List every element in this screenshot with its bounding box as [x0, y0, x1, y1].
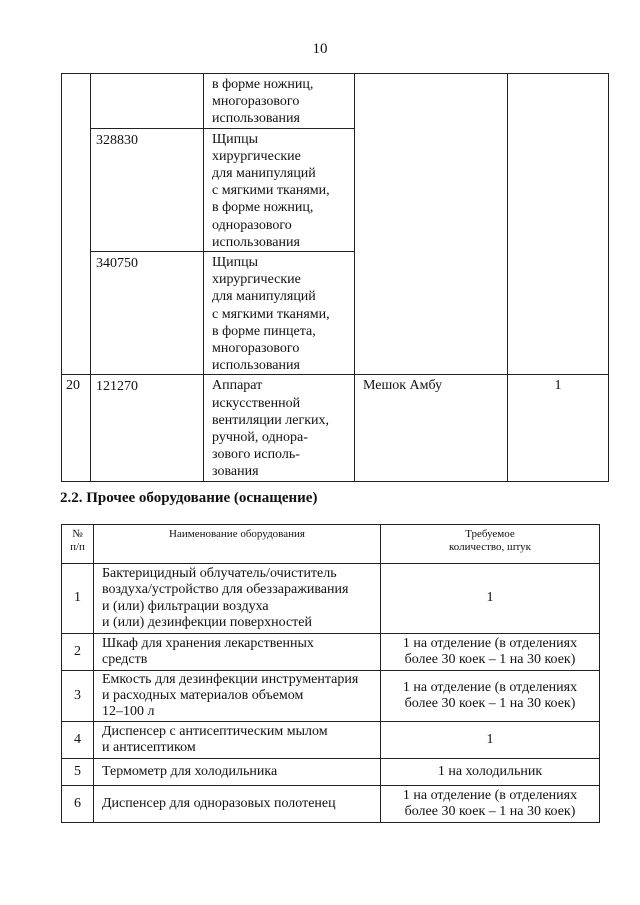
name-cell: Диспенсер для одноразовых полотенец: [94, 786, 381, 823]
name-cell: Бактерицидный облучатель/очиститель воздуха/устройство для обеззараживания и (или) фильтрации воздуха и (или) дезинфекции поверхностей: [94, 564, 381, 634]
name-cell: Термометр для холодильника: [94, 759, 381, 786]
row-number-cell: 4: [62, 722, 94, 759]
header-quantity: Требуемое количество, штук: [381, 525, 600, 564]
code-cell: 121270: [91, 375, 204, 481]
row-number-cell: 1: [62, 564, 94, 634]
quantity-cell: 1 на холодильник: [381, 759, 600, 786]
table-row: [62, 671, 600, 722]
name-cell: Емкость для дезинфекции инструментария и расходных материалов объемом 12–100 л: [94, 671, 381, 722]
code-cell: 328830: [91, 128, 204, 251]
name-cell: Щипцы хирургические для манипуляций с мягкими тканями, в форме ножниц, одноразового использования: [204, 128, 355, 251]
name-cell: в форме ножниц, многоразового использования: [204, 74, 355, 129]
header-name: Наименование оборудования: [94, 525, 381, 564]
row-number-cell: 3: [62, 671, 94, 722]
row-number-cell: 20: [62, 375, 91, 481]
table-row: [62, 375, 609, 481]
row-number-cell: 5: [62, 759, 94, 786]
code-cell: [91, 74, 204, 129]
table-row: [62, 722, 600, 759]
quantity-cell: 1 на отделение (в отделениях более 30 коек – 1 на 30 коек): [381, 634, 600, 671]
table-row: [62, 759, 600, 786]
quantity-cell: 1: [381, 722, 600, 759]
quantity-cell: 1: [381, 564, 600, 634]
quantity-cell: 1: [508, 375, 609, 481]
other-equipment-table: [61, 524, 600, 823]
equipment-table-continued: [61, 73, 609, 482]
table-header-row: [62, 525, 600, 564]
row-number-cell: 6: [62, 786, 94, 823]
header-number: № п/п: [62, 525, 94, 564]
table-row: [62, 786, 600, 823]
quantity-cell: [508, 74, 609, 375]
name-cell: Диспенсер с антисептическим мылом и антисептиком: [94, 722, 381, 759]
quantity-cell: 1 на отделение (в отделениях более 30 коек – 1 на 30 коек): [381, 671, 600, 722]
name-cell: Шкаф для хранения лекарственных средств: [94, 634, 381, 671]
object-cell: Мешок Амбу: [355, 375, 508, 481]
table-row: [62, 634, 600, 671]
name-cell: Щипцы хирургические для манипуляций с мягкими тканями, в форме пинцета, многоразового использования: [204, 252, 355, 375]
page-number: 10: [312, 41, 328, 57]
name-cell: Аппарат искусственной вентиляции легких, ручной, однора- зового исполь- зования: [204, 375, 355, 481]
table-row: [62, 74, 609, 129]
quantity-cell: 1 на отделение (в отделениях более 30 коек – 1 на 30 коек): [381, 786, 600, 823]
section-title: 2.2. Прочее оборудование (оснащение): [60, 490, 318, 506]
code-cell: 340750: [91, 252, 204, 375]
row-number-cell: [62, 74, 91, 375]
object-cell: [355, 74, 508, 375]
table-row: [62, 564, 600, 634]
row-number-cell: 2: [62, 634, 94, 671]
